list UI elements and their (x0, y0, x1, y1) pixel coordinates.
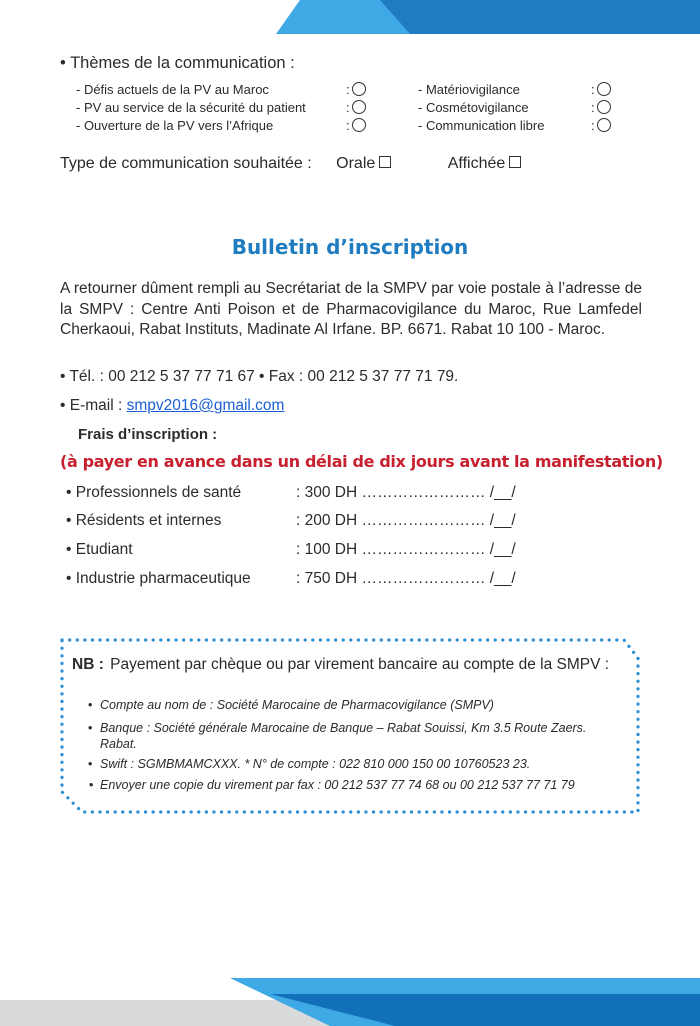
nb-item-text: Envoyer une copie du virement par fax : 00 212 537 77 74 68 ou 00 212 537 77 71 79 (100, 778, 575, 792)
nb-label: NB : (72, 656, 104, 673)
fee-amount: : 200 DH …………………… /__/ (296, 512, 516, 529)
bulletin-title: Bulletin d’inscription (231, 235, 469, 259)
theme-radio[interactable] (352, 100, 366, 114)
fee-category: • Etudiant (66, 541, 133, 558)
nb-item (88, 697, 620, 713)
frais-label: Frais d’inscription : (78, 426, 218, 443)
theme-radio[interactable] (597, 82, 611, 96)
theme-radio[interactable] (597, 100, 611, 114)
communication-type-line (60, 155, 521, 173)
fee-category: • Résidents et internes (66, 512, 222, 529)
communication-type-label: Type de communication souhaitée : (60, 155, 312, 172)
fee-category: • Industrie pharmaceutique (66, 570, 251, 587)
nb-item (88, 756, 620, 772)
top-decorative-band (0, 0, 700, 34)
bullet: • (88, 757, 93, 771)
address-paragraph: A retourner dûment rempli au Secrétariat de la SMPV par voie postale à l’adresse de la SMPV : Centre Anti Poison et de Pharmacovigilance du Maroc, Rue Lamfedel Cherkaoui, Rabat Instituts, Madinate Al Irfane. BP. 6671. Rabat 10 100 - Maroc. (60, 280, 642, 338)
orale-checkbox[interactable] (379, 156, 391, 168)
colon: : (346, 118, 350, 133)
theme-item: - Ouverture de la PV vers l’Afrique (76, 118, 274, 133)
nb-item-text: Compte au nom de : Société Marocaine de Pharmacovigilance (SMPV) (100, 698, 494, 712)
nb-item-text: Swift : SGMBMAMCXXX. * N° de compte : 022 810 000 150 00 10760523 23. (100, 757, 531, 771)
fee-amount: : 750 DH …………………… /__/ (296, 570, 516, 587)
nb-heading (72, 656, 632, 674)
theme-item: - Défis actuels de la PV au Maroc (76, 82, 269, 97)
payment-note: (à payer en avance dans un délai de dix jours avant la manifestation) (60, 452, 663, 471)
nb-text: Payement par chèque ou par virement bancaire au compte de la SMPV : (110, 656, 610, 673)
fee-amount: : 300 DH …………………… /__/ (296, 484, 516, 501)
theme-item: - Communication libre (418, 118, 545, 133)
themes-title: • Thèmes de la communication : (60, 54, 295, 72)
option-orale-label: Orale (336, 155, 376, 172)
nb-item-text: Banque : Société générale Marocaine de Banque – Rabat Souissi, Km 3.5 Route Zaers. Rabat. (100, 721, 587, 751)
colon: : (591, 100, 595, 115)
colon: : (591, 82, 595, 97)
colon: : (346, 100, 350, 115)
theme-radio[interactable] (352, 82, 366, 96)
colon: : (591, 118, 595, 133)
option-affichee-label: Affichée (447, 155, 506, 172)
theme-item: - Matériovigilance (418, 82, 520, 97)
fee-category: • Professionnels de santé (66, 484, 242, 501)
colon: : (346, 82, 350, 97)
email-link[interactable]: smpv2016@gmail.com (126, 397, 285, 414)
email-line (60, 397, 284, 415)
nb-item (88, 720, 620, 752)
theme-item: - Cosmétovigilance (418, 100, 529, 115)
theme-item: - PV au service de la sécurité du patient (76, 100, 306, 115)
theme-radio[interactable] (352, 118, 366, 132)
fee-amount: : 100 DH …………………… /__/ (296, 541, 516, 558)
email-label: • E-mail : (60, 397, 127, 414)
bullet: • (88, 721, 93, 735)
theme-radio[interactable] (597, 118, 611, 132)
bullet: • (88, 698, 93, 712)
nb-item (89, 777, 630, 793)
affichee-checkbox[interactable] (509, 156, 521, 168)
phone-fax-line: • Tél. : 00 212 5 37 77 71 67 • Fax : 00 212 5 37 77 71 79. (60, 368, 459, 385)
bottom-decorative-band (0, 978, 700, 1026)
bullet: • (89, 778, 94, 792)
